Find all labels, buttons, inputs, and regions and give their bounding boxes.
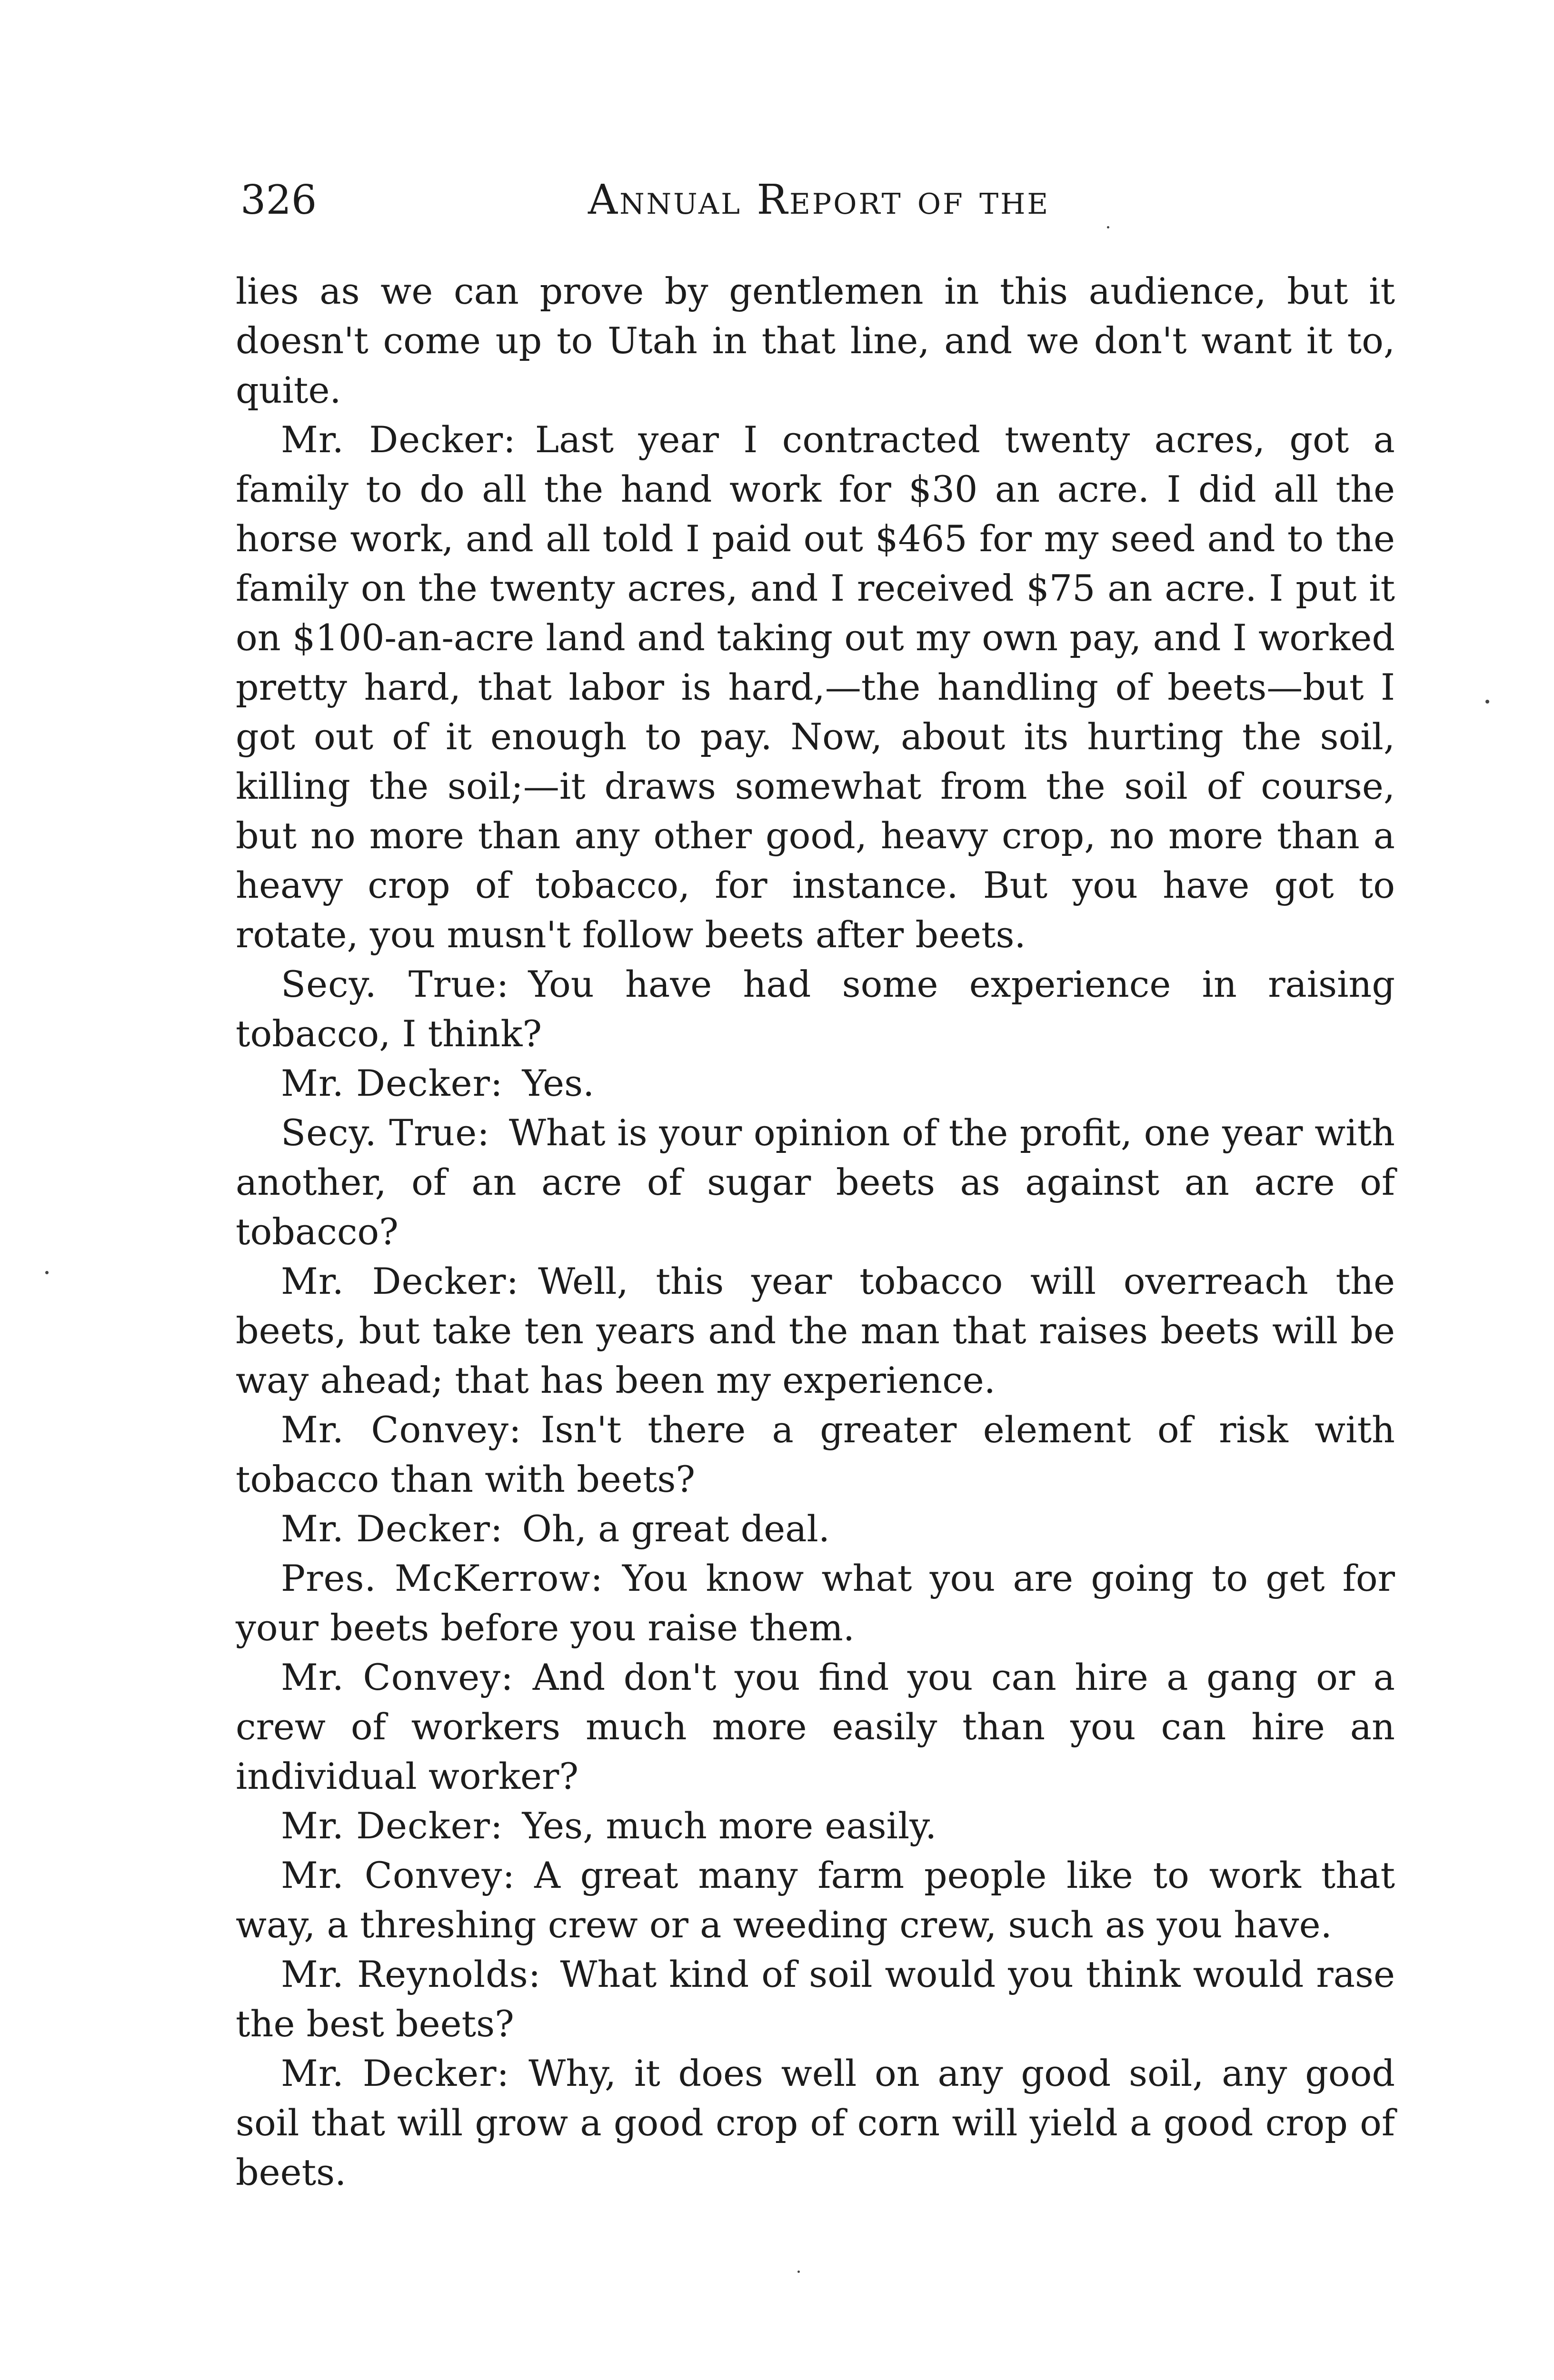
paragraph-text: Yes, much more easily.	[522, 1805, 937, 1847]
dialogue-paragraph	[236, 1108, 1395, 1257]
speaker-name: Mr. Convey :	[281, 1854, 534, 1896]
paragraph-text: A great many farm people like to work that way, a threshing crew or a weeding crew, such as you have.	[236, 1854, 1395, 1946]
paragraph-text: What kind of soil would you think would rase the best beets?	[236, 1953, 1395, 2045]
speaker-name: Mr. Decker :	[281, 1062, 522, 1104]
dialogue-paragraph	[236, 1851, 1395, 1950]
paragraph	[236, 267, 1395, 415]
speaker-name: Mr. Reynolds :	[281, 1953, 560, 1995]
speaker-name: Mr. Decker :	[281, 418, 535, 461]
speaker-name: Mr. Decker :	[281, 2052, 528, 2094]
paragraph-text: Why, it does well on any good soil, any good soil that will grow a good crop of corn will yield a good crop of beets.	[236, 2052, 1395, 2193]
paragraph-text: Last year I contracted twenty acres, got a family to do all the hand work for $30 an acre. I did all the horse work, and all told I paid out $465 for my seed and to the family on the twenty acres, and I received $75 an acre. I put it on $100-an-acre land and taking out my own pay, and I worked pretty hard, that labor is hard,—the handling of beets—but I got out of it enough to pay. Now, about its hurting the soil, killing the soil;—it draws somewhat from the soil of course, but no more than any other good, heavy crop, no more than a heavy crop of tobacco, for instance. But you have got to rotate, you musn't follow beets after beets.	[236, 418, 1395, 956]
paragraph-text: Oh, a great deal.	[522, 1507, 830, 1550]
speaker-name: Mr. Decker :	[281, 1260, 538, 1302]
dialogue-paragraph	[236, 1653, 1395, 1801]
paragraph-text: lies as we can prove by gentlemen in this audience, but it doesn't come up to Utah in that line, and we don't want it to, quite.	[236, 270, 1395, 411]
paragraph-text: What is your opinion of the profit, one year with another, of an acre of sugar beets as against an acre of tobacco?	[236, 1111, 1395, 1253]
paragraph-text: And don't you find you can hire a gang or a crew of workers much more easily than you can hire an individual worker?	[236, 1656, 1395, 1797]
dialogue-paragraph	[236, 415, 1395, 960]
body-text	[236, 267, 1395, 2197]
paragraph-text: Isn't there a greater element of risk with tobacco than with beets?	[236, 1408, 1395, 1500]
speaker-name: Pres. McKerrow :	[281, 1557, 622, 1599]
dialogue-paragraph	[236, 960, 1395, 1059]
paragraph-text: Well, this year tobacco will overreach the beets, but take ten years and the man that raises beets will be way ahead; that has been my experience.	[236, 1260, 1395, 1401]
speaker-name: Mr. Convey :	[281, 1408, 541, 1451]
speaker-name: Secy. True :	[281, 963, 528, 1005]
page-header	[240, 169, 1383, 236]
paragraph-text: You know what you are going to get for your beets before you raise them.	[236, 1557, 1395, 1649]
scan-speck	[1107, 226, 1109, 228]
page-number: 326	[240, 177, 317, 223]
dialogue-paragraph	[236, 1257, 1395, 1405]
dialogue-paragraph	[236, 1059, 1395, 1108]
running-title: Annual Report of the	[588, 176, 1050, 224]
dialogue-paragraph	[236, 1405, 1395, 1504]
paragraph-text: Yes.	[522, 1062, 595, 1104]
dialogue-paragraph	[236, 1504, 1395, 1554]
dialogue-paragraph	[236, 1801, 1395, 1851]
dialogue-paragraph	[236, 1950, 1395, 2049]
speaker-name: Mr. Decker :	[281, 1507, 522, 1550]
speaker-name: Secy. True :	[281, 1111, 509, 1154]
scan-speck	[1485, 700, 1489, 704]
scan-speck	[797, 2271, 800, 2273]
speaker-name: Mr. Decker :	[281, 1805, 522, 1847]
speaker-name: Mr. Convey :	[281, 1656, 533, 1698]
dialogue-paragraph	[236, 2049, 1395, 2197]
paragraph-text: You have had some experience in raising tobacco, I think?	[236, 963, 1395, 1055]
scan-speck	[45, 1271, 49, 1274]
dialogue-paragraph	[236, 1554, 1395, 1653]
